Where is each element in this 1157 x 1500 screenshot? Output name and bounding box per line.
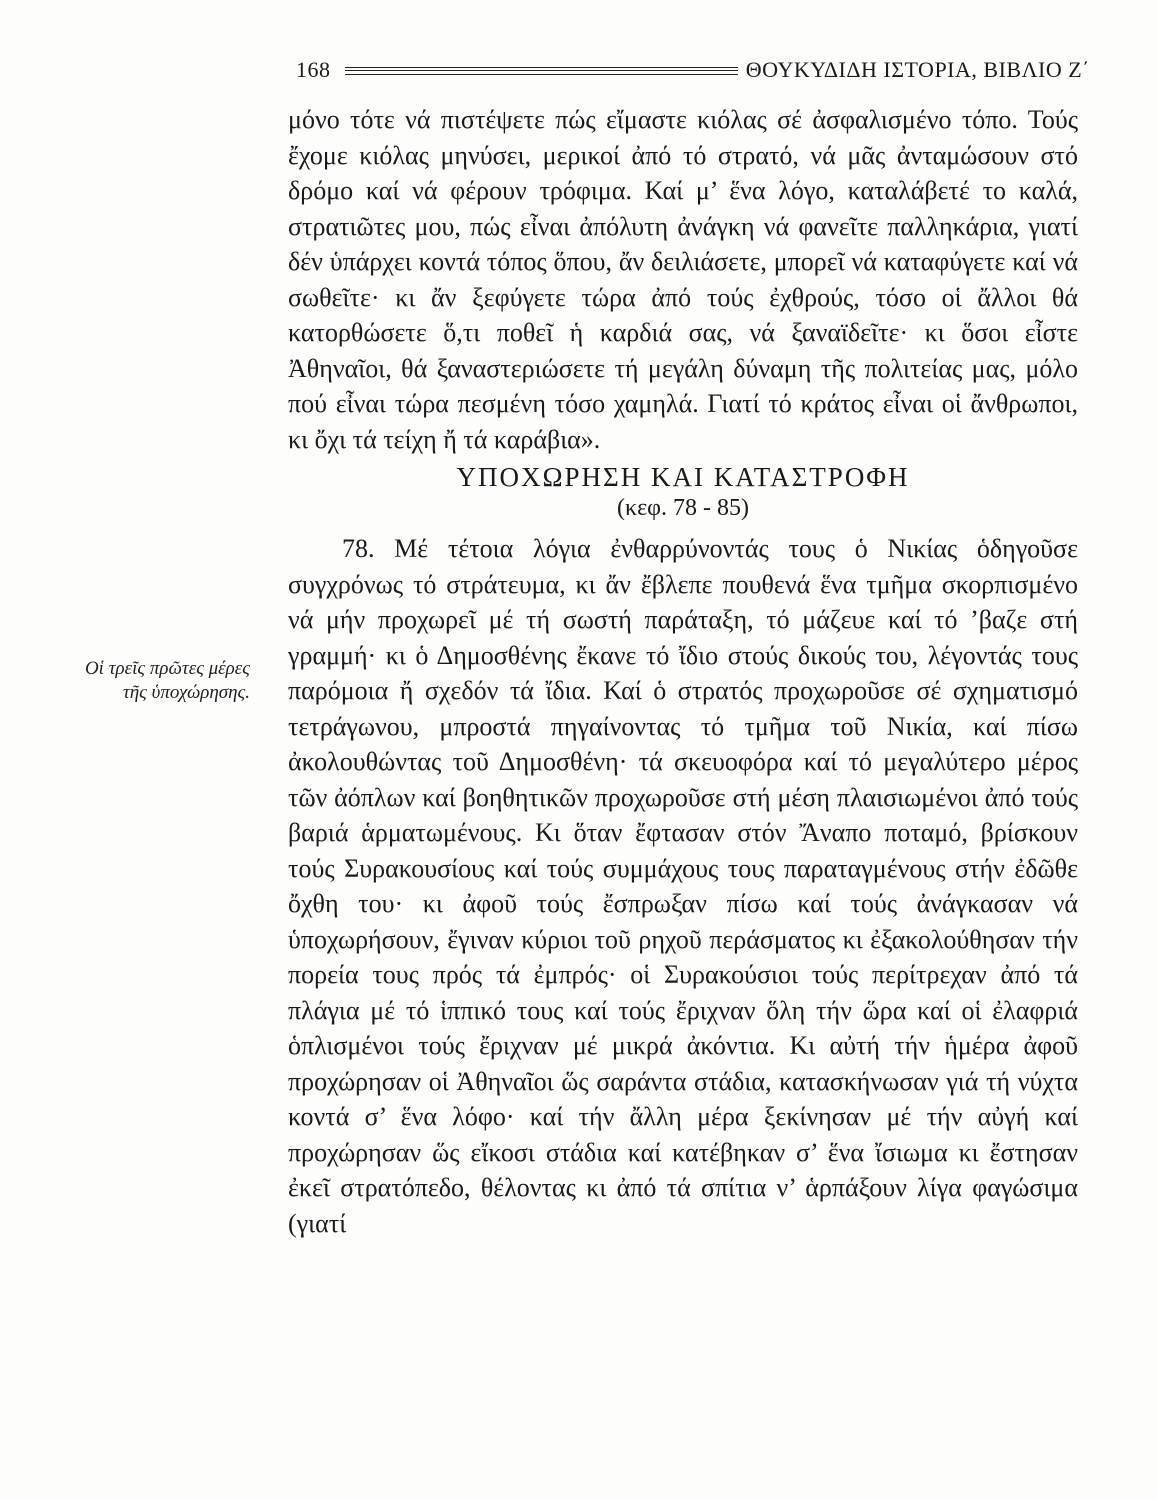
section-title: ΥΠΟΧΩΡΗΣΗ ΚΑΙ ΚΑΤΑΣΤΡΟΦΗ — [456, 462, 910, 492]
running-header — [296, 50, 1090, 90]
header-rule — [345, 67, 738, 75]
body-text — [288, 102, 1078, 1241]
page-number: 168 — [296, 57, 331, 82]
running-title: ΘΟΥΚΥΔΙΔΗ ΙΣΤΟΡΙΑ, ΒΙΒΛΙΟ Ζ΄ — [745, 57, 1090, 82]
paragraph-78: 78. Μέ τέτοια λόγια ἐνθαρρύνοντάς τους ὁ Νικίας ὁδηγοῦσε συγχρόνως τό στράτευμα, κι ἄν ἔβλεπε πουθενά ἕνα τμῆμα σκορπισμένο νά μήν προχωρεῖ μέ τή σωστή παράταξη, τό μάζευε καί τό ’βαζε στή γραμμή· κι ὁ Δημοσθένης ἔκανε τό ἴδιο στούς δικούς του, λέγοντάς τους παρόμοια ἤ σχεδόν τά ἴδια. Καί ὁ στρατός προχωροῦσε σέ σχηματισμό τετράγωνου, μπροστά πηγαίνοντας τό τμῆμα τοῦ Νικία, καί πίσω ἀκολουθώντας τοῦ Δημοσθένη· τά σκευοφόρα καί τό μεγαλύτερο μέρος τῶν ἀόπλων καί βοηθητικῶν προχωροῦσε στή μέση πλαισιωμένοι ἀπό τούς βαριά ἁρματωμένους. Κι ὅταν ἔφτασαν στόν Ἄναπο ποταμό, βρίσκουν τούς Συρακουσίους καί τούς συμμάχους τους παραταγμένους στήν ἐδῶθε ὄχθη του· κι ἀφοῦ τούς ἔσπρωξαν πίσω καί τούς ἀνάγκασαν νά ὑποχωρήσουν, ἔγιναν κύριοι τοῦ ρηχοῦ περάσματος κι ἐξακολούθησαν τήν πορεία τους πρός τά ἐμπρός· οἱ Συρακούσιοι τούς περίτρεχαν ἀπό τά πλάγια μέ τό ἱππικό τους καί τούς ἔριχναν ὅλη τήν ὥρα καί οἱ ἐλαφριά ὁπλισμένοι τούς ἔριχναν μέ μικρά ἀκόντια. Κι αὐτή τήν ἡμέρα ἀφοῦ προχώρησαν οἱ Ἀθηναῖοι ὥς σαράντα στάδια, κατασκήνωσαν γιά τή νύχτα κοντά σ’ ἕνα λόφο· καί τήν ἄλλη μέρα ξεκίνησαν μέ τήν αὐγή καί προχώρησαν ὥς εἴκοσι στάδια καί κατέβηκαν σ’ ἕνα ἴσιωμα κι ἔστησαν ἐκεῖ στρατόπεδο, θέλοντας κι ἀπό τά σπίτια ν’ ἁρπάξουν λίγα φαγώσιμα (γιατί — [288, 534, 1078, 1238]
margin-note: Οἱ τρεῖς πρῶτες μέρες τῆς ὑποχώρησης. — [84, 658, 250, 703]
section-chapters: (κεφ. 78 - 85) — [617, 495, 749, 521]
paragraph-continued: μόνο τότε νά πιστέψετε πώς εἴμαστε κιόλας σέ ἀσφαλισμένο τόπο. Τούς ἔχομε κιόλας μηνύσει, μερικοί ἀπό τό στρατό, νά μᾶς ἀνταμώσουν στό δρόμο καί νά φέρουν τρόφιμα. Καί μ’ ἕνα λόγο, καταλάβετέ το καλά, στρατιῶτες μου, πώς εἶναι ἀπόλυτη ἀνάγκη νά φανεῖτε παλληκάρια, γιατί δέν ὑπάρχει κοντά τόπος ὅπου, ἄν δειλιάσετε, μπορεῖ νά καταφύγετε καί νά σωθεῖτε· κι ἄν ξεφύγετε τώρα ἀπό τούς ἐχθρούς, τόσο οἱ ἄλλοι θά κατορθώσετε ὅ,τι ποθεῖ ἡ καρδιά σας, νά ξαναϊδεῖτε· κι ὅσοι εἶστε Ἀθηναῖοι, θά ξαναστεριώσετε τή μεγάλη δύναμη τῆς πολιτείας μας, μόλο πού εἶναι τώρα πεσμένη τόσο χαμηλά. Γιατί τό κράτος εἶναι οἱ ἄνθρωποι, κι ὄχι τά τείχη ἤ τά καράβια». — [288, 105, 1078, 454]
section-heading — [288, 457, 1078, 523]
